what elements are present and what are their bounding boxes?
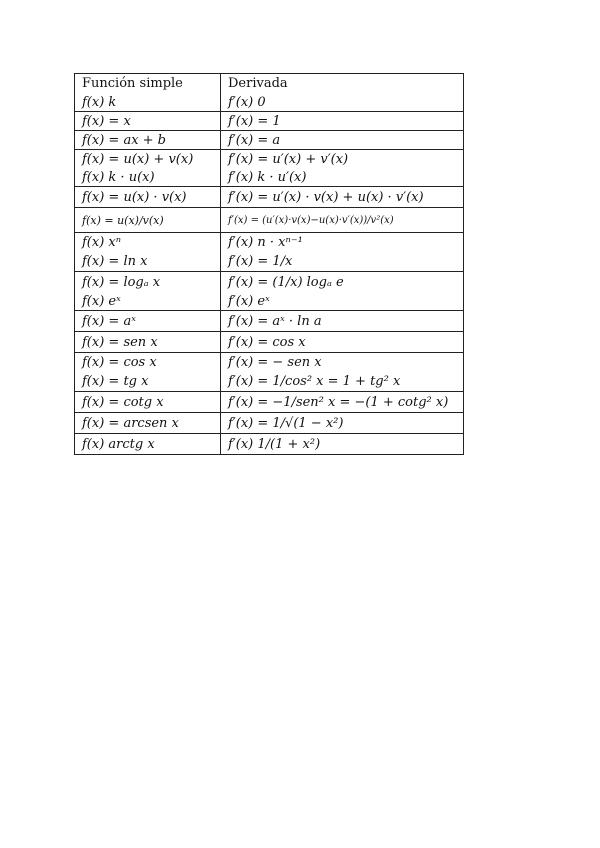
derivative-cell: f′(x) = u′(x) + v′(x) [221,150,464,169]
table-row [75,272,464,293]
derivative-cell: f′(x) = −1/sen² x = −(1 + cotg² x) [221,392,464,413]
table-row [75,208,464,233]
table-row [75,251,464,272]
derivative-cell: f′(x) = aˣ · ln a [221,311,464,332]
table-row [75,233,464,252]
table-row [75,93,464,112]
derivative-cell: f′(x) n · xⁿ⁻¹ [221,233,464,252]
table-row [75,311,464,332]
table-row [75,292,464,311]
table-row [75,150,464,169]
derivative-cell: f′(x) = a [221,131,464,150]
derivative-cell: f′(x) = (u′(x)·v(x)−u(x)·v′(x))/v²(x) [221,208,464,233]
function-cell: f(x) = u(x) · v(x) [75,187,221,208]
derivative-cell: f′(x) = (1/x) logₐ e [221,272,464,293]
table-row [75,434,464,455]
function-cell: f(x) = cotg x [75,392,221,413]
function-cell: f(x) = x [75,112,221,131]
derivative-cell: f′(x) eˣ [221,292,464,311]
table-row [75,168,464,187]
table-row [75,332,464,353]
function-cell: f(x) xⁿ [75,233,221,252]
function-cell: f(x) k [75,93,221,112]
derivative-cell: f′(x) = 1/x [221,251,464,272]
function-cell: f(x) = logₐ x [75,272,221,293]
function-cell: f(x) arctg x [75,434,221,455]
function-cell: f(x) = sen x [75,332,221,353]
function-cell: f(x) = ax + b [75,131,221,150]
derivative-cell: f′(x) k · u′(x) [221,168,464,187]
derivative-cell: f′(x) = 1/√(1 − x²) [221,413,464,434]
function-cell: f(x) = u(x) + v(x) [75,150,221,169]
function-cell: f(x) eˣ [75,292,221,311]
header-derivative: Derivada [221,74,464,94]
table-row [75,112,464,131]
function-cell: f(x) k · u(x) [75,168,221,187]
function-cell: f(x) = u(x)/v(x) [75,208,221,233]
function-cell: f(x) = ln x [75,251,221,272]
derivative-cell: f′(x) 1/(1 + x²) [221,434,464,455]
derivative-cell: f′(x) 0 [221,93,464,112]
table-row [75,392,464,413]
function-cell: f(x) = arcsen x [75,413,221,434]
derivative-cell: f′(x) = u′(x) · v(x) + u(x) · v′(x) [221,187,464,208]
derivative-cell: f′(x) = 1 [221,112,464,131]
table-row [75,371,464,392]
derivative-cell: f′(x) = 1/cos² x = 1 + tg² x [221,371,464,392]
table-row [75,413,464,434]
table-row [75,187,464,208]
table-header-row [75,74,464,94]
function-cell: f(x) = aˣ [75,311,221,332]
table-row [75,353,464,372]
table-row [75,131,464,150]
header-function: Función simple [75,74,221,94]
derivative-cell: f′(x) = cos x [221,332,464,353]
function-cell: f(x) = cos x [75,353,221,372]
derivative-cell: f′(x) = − sen x [221,353,464,372]
function-cell: f(x) = tg x [75,371,221,392]
derivatives-table [74,73,464,455]
